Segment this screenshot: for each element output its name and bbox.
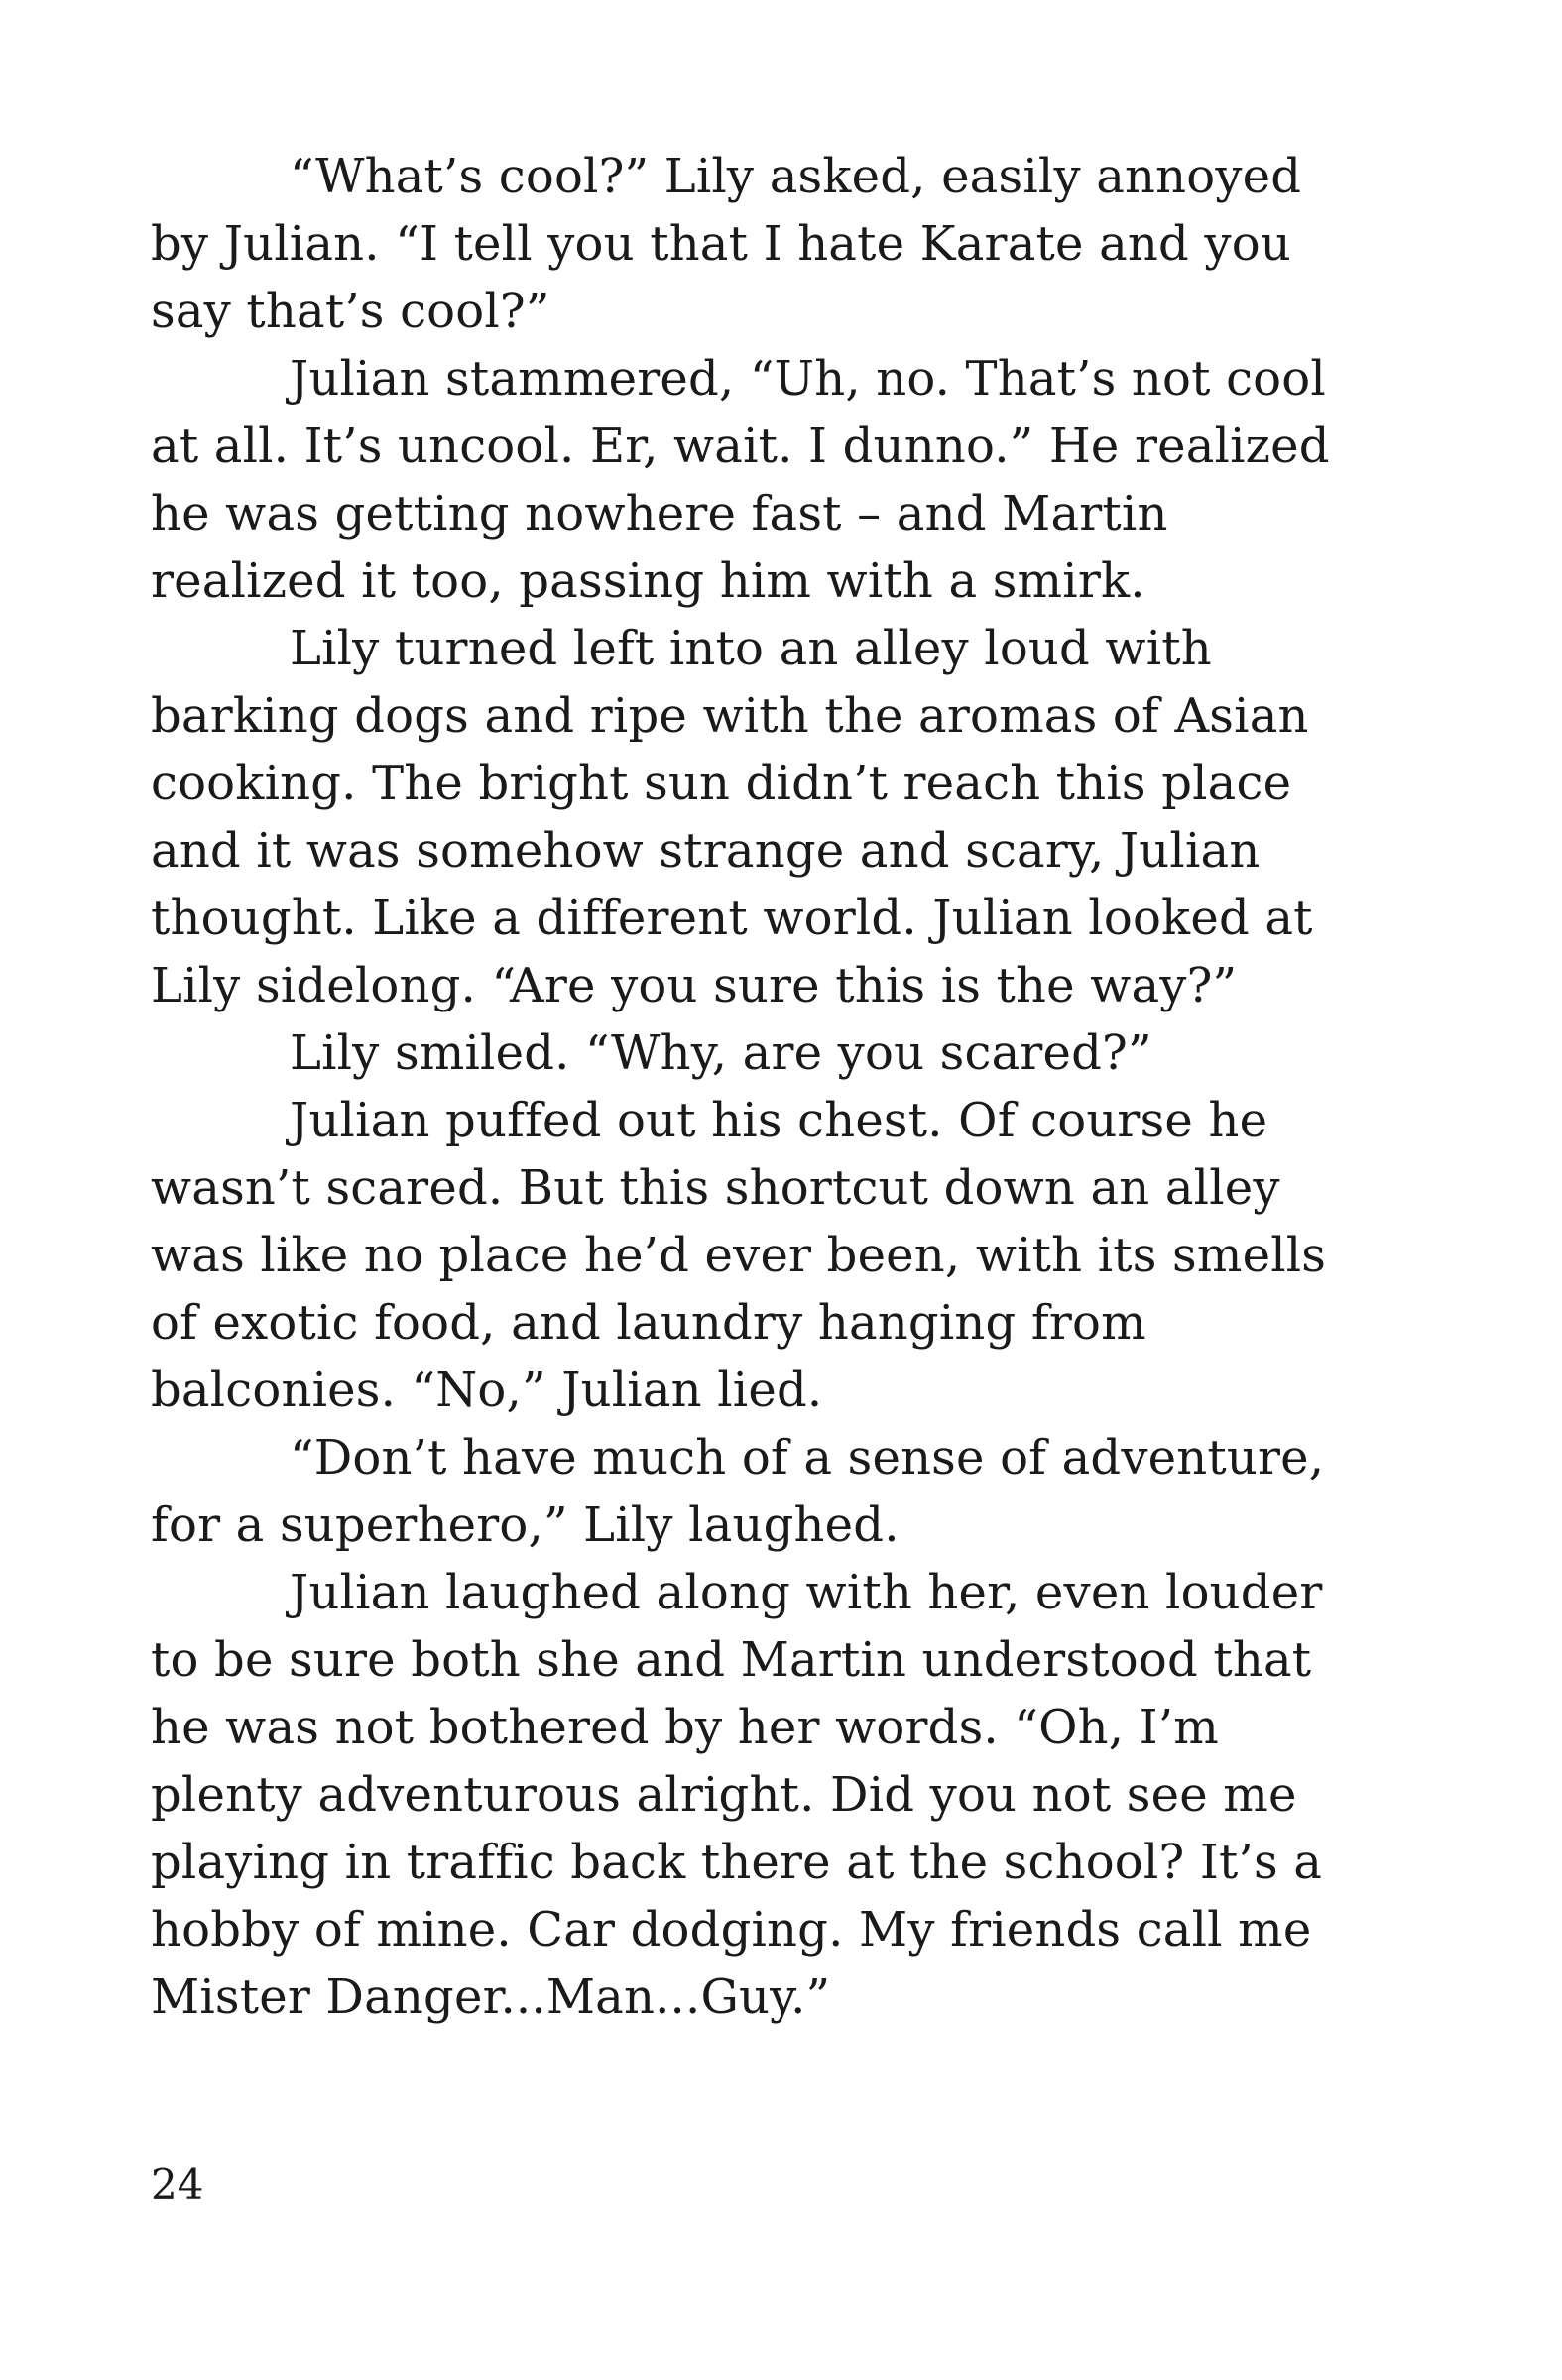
page-number: 24 <box>151 2160 204 2208</box>
body-text <box>151 143 1371 2031</box>
paragraph-5: Julian puffed out his chest. Of course he wasn’t scared. But this shortcut down an alley was like no place he’d ever been, with its smells of exotic food, and laundry hanging from balconies. “No,” Julian lied. <box>151 1093 1327 1418</box>
paragraph-7: Julian laughed along with her, even louder to be sure both she and Martin understood that he was not bothered by her words. “Oh, I’m plenty adventurous alright. Did you not see me playing in traffic back there at the school? It’s a hobby of mine. Car dodging. My friends call me Mister Danger...Man...Guy.” <box>151 1565 1323 2025</box>
paragraph-3: Lily turned left into an alley loud with barking dogs and ripe with the aromas of Asian cooking. The bright sun didn’t reach this place and it was somehow strange and scary, Julian thought. Like a different world. Julian looked at Lily sidelong. “Are you sure this is the way?” <box>151 621 1313 1013</box>
paragraph-2: Julian stammered, “Uh, no. That’s not cool at all. It’s uncool. Er, wait. I dunno.” He realized he was getting nowhere fast – and Martin realized it too, passing him with a smirk. <box>151 351 1330 609</box>
paragraph-4: Lily smiled. “Why, are you scared?” <box>290 1025 1152 1081</box>
paragraph-1: “What’s cool?” Lily asked, easily annoyed by Julian. “I tell you that I hate Karate and you say that’s cool?” <box>151 149 1302 339</box>
paragraph-6: “Don’t have much of a sense of adventure, for a superhero,” Lily laughed. <box>151 1430 1325 1553</box>
